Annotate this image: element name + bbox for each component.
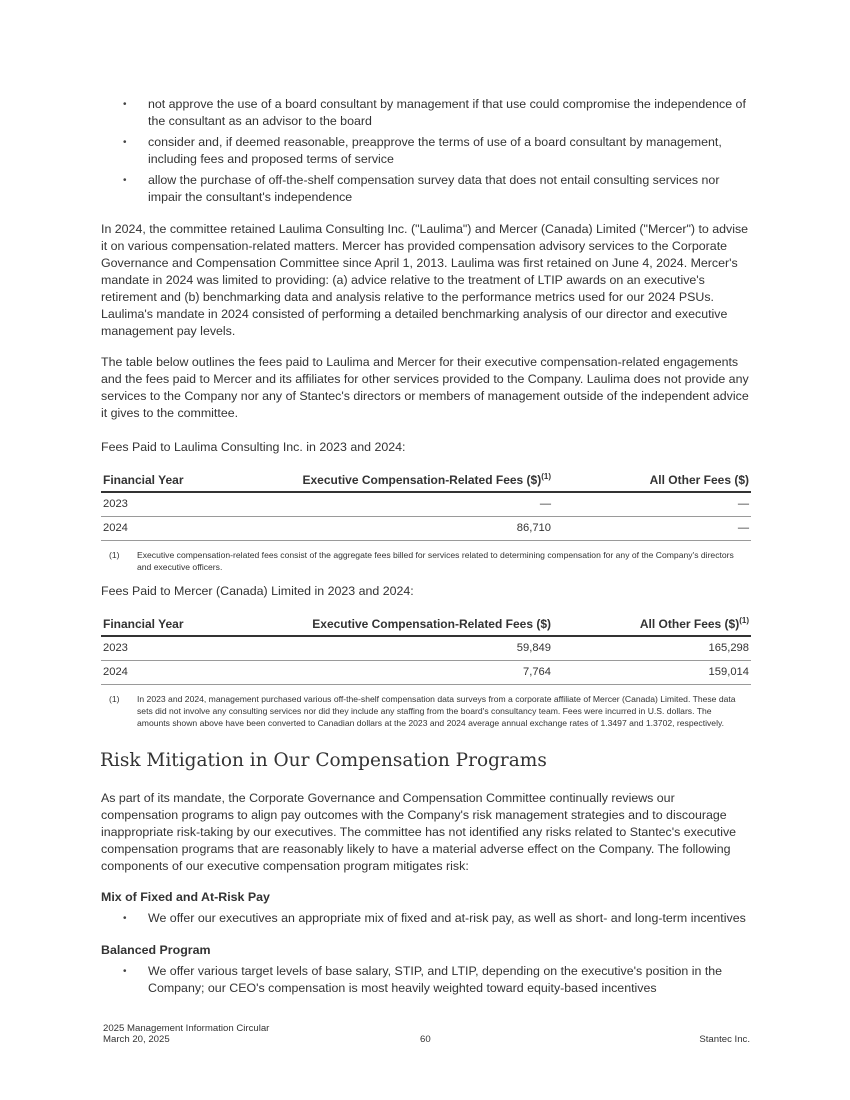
list-item-text: consider and, if deemed reasonable, preapprove the terms of use of a board consultant by management, including fees and proposed terms of service [148,135,722,166]
bullet-icon: • [123,99,127,110]
column-header: All Other Fees ($)$^{(1)}$ [553,613,751,636]
table-cell: 59,849 [261,636,553,661]
bullet-icon: • [123,913,127,924]
footer-company: Stantec Inc. [699,1034,750,1045]
mercer-table-footnote [101,693,751,729]
mercer-table-caption: Fees Paid to Mercer (Canada) Limited in 2023 and 2024: [101,584,414,598]
footer-date: March 20, 2025 [103,1034,170,1045]
section-heading: Risk Mitigation in Our Compensation Programs [100,750,547,771]
balanced-program-bullet-list [123,963,751,997]
table-header-row [101,613,751,636]
footnote-mark: (1) [109,694,120,704]
subheading-mix-pay: Mix of Fixed and At-Risk Pay [101,890,270,904]
column-header: Financial Year [101,613,261,636]
list-item-text: We offer various target levels of base salary, STIP, and LTIP, depending on the executive's position in the Company; our CEO's compensation is most heavily weighted toward equity-based incentives [148,964,723,995]
risk-paragraph: As part of its mandate, the Corporate Governance and Compensation Committee continually reviews our compensation programs to align pay outcomes with the Company's risk management strategies and to discourage inappropriate risk-taking by our executives. The committee has not identified any risks related to Stantec's executive compensation programs that are reasonably likely to have a material adverse effect on the Company. The following components of our executive compensation program mitigates risk: [101,791,737,873]
column-header: All Other Fees ($) [553,469,751,492]
table-cell: 2023 [101,636,261,661]
footnote-mark: (1) [109,550,120,560]
page-content [101,96,751,1001]
table-cell: 2023 [101,492,261,517]
subheading-balanced-program: Balanced Program [101,943,211,957]
column-header: Financial Year [101,469,261,492]
table-cell: — [261,492,553,517]
list-item [123,172,751,206]
list-item-text: allow the purchase of off-the-shelf compensation survey data that does not entail consulting services nor impair the consultant's independence [148,173,720,204]
table-cell: 86,710 [261,517,553,541]
laulima-table-footnote [101,549,751,573]
mix-pay-bullet-list [123,910,751,927]
table-cell: 7,764 [261,661,553,685]
footnote-mark: (1) [541,472,551,481]
table-cell: — [553,492,751,517]
list-item [123,134,751,168]
page-number: 60 [420,1034,431,1045]
list-item-text: not approve the use of a board consultant by management if that use could compromise the independence of the consultant as an advisor to the board [148,97,746,128]
intro-bullet-list [123,96,751,206]
table-cell: 2024 [101,661,261,685]
fees-overview-paragraph: The table below outlines the fees paid to Laulima and Mercer for their executive compensation-related engagements and the fees paid to Mercer and its affiliates for other services provided to the Company. Laulima does not provide any services to the Company nor any of Stantec's directors or members of management outside of the independent advice it gives to the committee. [101,355,749,420]
list-item [123,910,751,927]
footer-doc-title: 2025 Management Information Circular [103,1023,270,1034]
list-item [123,963,751,997]
list-item-text: We offer our executives an appropriate mix of fixed and at-risk pay, as well as short- and long-term incentives [148,911,746,925]
table-row [101,517,751,541]
column-header: Executive Compensation-Related Fees ($)$^{(1)}$ [261,469,553,492]
table-row [101,636,751,661]
laulima-table-caption: Fees Paid to Laulima Consulting Inc. in 2023 and 2024: [101,440,406,454]
footnote-mark: (1) [739,616,749,625]
table-cell: 2024 [101,517,261,541]
table-row [101,661,751,685]
page-footer [103,1023,750,1045]
footnote-text: In 2023 and 2024, management purchased various off-the-shelf compensation data surveys from a corporate affiliate of Mercer (Canada) Limited. These data sets did not involve any consulting services nor did they include any staffing from the board's consultancy team. Fees were incurred in U.S. dollars. The amounts shown above have been converted to Canadian dollars at the 2023 and 2024 average annual exchange rates of 1.3497 and 1.3702, respectively. [137,694,736,728]
consultant-retention-paragraph: In 2024, the committee retained Laulima Consulting Inc. ("Laulima") and Mercer (Canada) Limited ("Mercer") to advise it on various compensation-related matters. Mercer has provided compensation advisory services to the Corporate Governance and Compensation Committee since April 1, 2013. Laulima was first retained on June 4, 2024. Mercer's mandate in 2024 was limited to providing: (a) advice relative to the treatment of LTIP awards on an executive's retirement and (b) benchmarking data and analysis relative to the performance metrics used for our 2024 PSUs. Laulima's mandate in 2024 consisted of performing a detailed benchmarking analysis of our director and executive management pay levels. [101,222,749,338]
table-cell: — [553,517,751,541]
list-item [123,96,751,130]
bullet-icon: • [123,175,127,186]
table-row [101,492,751,517]
column-header: Executive Compensation-Related Fees ($) [261,613,553,636]
table-cell: 165,298 [553,636,751,661]
laulima-fees-table [101,469,751,541]
mercer-fees-table [101,613,751,685]
table-cell: 159,014 [553,661,751,685]
bullet-icon: • [123,966,127,977]
table-header-row [101,469,751,492]
bullet-icon: • [123,137,127,148]
footnote-text: Executive compensation-related fees consist of the aggregate fees billed for services related to determining compensation for any of the Company's directors and executive officers. [137,550,734,572]
